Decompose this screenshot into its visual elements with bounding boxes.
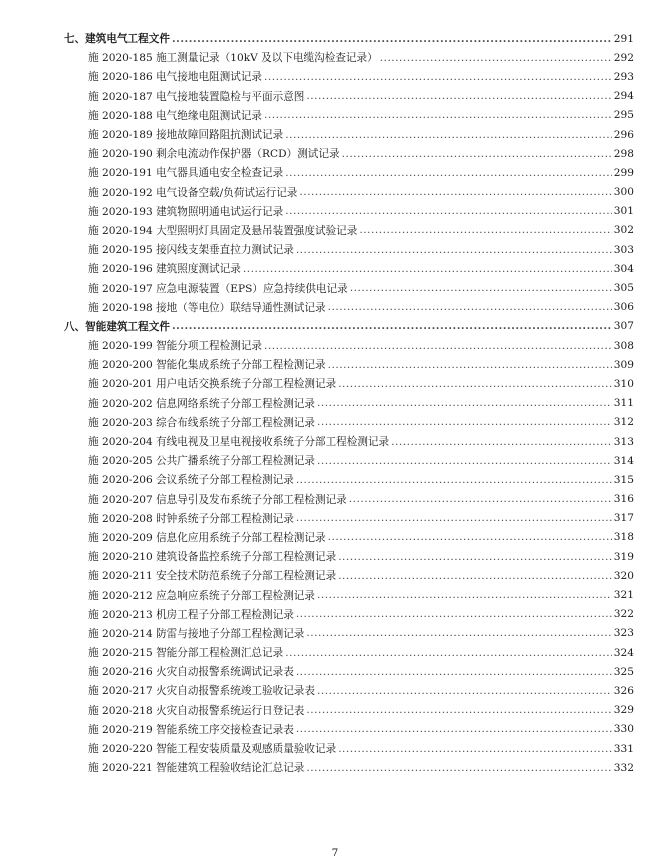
dot-leader	[172, 320, 612, 332]
toc-entry	[0, 67, 670, 86]
dot-leader	[306, 762, 611, 774]
toc-entry-title: 施 2020-214 防雷与接地子分部工程检测记录	[88, 627, 305, 640]
dot-leader	[299, 186, 611, 198]
toc-entry	[0, 470, 670, 489]
toc-entry	[0, 278, 670, 297]
toc-entry-title: 施 2020-186 电气接地电阻测试记录	[88, 71, 263, 84]
dot-leader	[264, 71, 612, 83]
dot-leader	[296, 666, 612, 678]
toc-entry	[0, 48, 670, 67]
dot-leader	[317, 589, 612, 601]
toc-entry-title: 施 2020-211 安全技术防范系统子分部工程检测记录	[88, 570, 337, 583]
toc-entry	[0, 413, 670, 432]
toc-entry-page: 320	[613, 569, 634, 582]
dot-leader	[264, 340, 612, 352]
dot-leader	[338, 570, 612, 582]
dot-leader	[317, 416, 612, 428]
dot-leader	[296, 474, 612, 486]
toc-entry-page: 315	[613, 473, 634, 486]
dot-leader	[296, 608, 612, 620]
dot-leader	[349, 493, 612, 505]
toc-entry-page: 318	[613, 531, 634, 544]
toc-entry-page: 296	[613, 128, 634, 141]
toc-entry	[0, 240, 670, 259]
toc-entry	[0, 125, 670, 144]
toc-entry	[0, 643, 670, 662]
dot-leader	[243, 263, 612, 275]
toc-entry-title: 施 2020-185 施工测量记录（10kV 及以下电缆沟检查记录）	[88, 52, 378, 65]
toc-entry-title: 施 2020-212 应急响应系统子分部工程检测记录	[88, 589, 315, 602]
toc-entry	[0, 624, 670, 643]
toc-entry-title: 施 2020-195 接闪线支架垂直拉力测试记录	[88, 244, 294, 257]
toc-entry-title: 七、建筑电气工程文件	[64, 33, 170, 46]
toc-entry	[0, 528, 670, 547]
dot-leader	[328, 301, 612, 313]
toc-entry-page: 316	[613, 493, 634, 506]
toc-entry	[0, 681, 670, 700]
dot-leader	[342, 148, 612, 160]
toc-entry	[0, 662, 670, 681]
dot-leader	[285, 647, 612, 659]
toc-entry-page: 295	[613, 109, 634, 122]
toc-entry-page: 313	[613, 435, 634, 448]
toc-entry-page: 305	[613, 282, 634, 295]
toc-entry	[0, 720, 670, 739]
toc-entry-title: 施 2020-200 智能化集成系统子分部工程检测记录	[88, 359, 326, 372]
toc-entry-page: 302	[613, 224, 634, 237]
toc-entry	[0, 605, 670, 624]
toc-entry-page: 322	[613, 608, 634, 621]
toc-entry-title: 施 2020-209 信息化应用系统子分部工程检测记录	[88, 531, 326, 544]
toc-entry-page: 303	[613, 243, 634, 256]
toc-entry-page: 329	[613, 704, 634, 717]
toc-entry-page: 293	[613, 70, 634, 83]
dot-leader	[350, 282, 612, 294]
dot-leader	[328, 531, 612, 543]
toc-entry-title: 施 2020-196 建筑照度测试记录	[88, 263, 241, 276]
toc-entry-page: 301	[613, 205, 634, 218]
toc-entry-page: 298	[613, 147, 634, 160]
toc-entry-page: 319	[613, 550, 634, 563]
toc-entry-title: 施 2020-204 有线电视及卫星电视接收系统子分部工程检测记录	[88, 436, 390, 449]
toc-entry	[0, 701, 670, 720]
toc-entry-title: 施 2020-215 智能分部工程检测汇总记录	[88, 647, 284, 660]
dot-leader	[380, 52, 612, 64]
toc-entry	[0, 144, 670, 163]
toc-entry-title: 施 2020-198 接地（等电位）联结导通性测试记录	[88, 301, 326, 314]
toc-entry-page: 317	[613, 512, 634, 525]
toc-entry	[0, 183, 670, 202]
toc-entry-title: 八、智能建筑工程文件	[64, 320, 170, 333]
toc-entry	[0, 566, 670, 585]
toc-entry-title: 施 2020-193 建筑物照明通电试运行记录	[88, 205, 284, 218]
toc-entry-page: 325	[613, 665, 634, 678]
toc-entry-page: 304	[613, 262, 634, 275]
toc-section-heading	[0, 29, 670, 48]
toc-entry	[0, 432, 670, 451]
toc-entry-title: 施 2020-188 电气绝缘电阻测试记录	[88, 109, 263, 122]
dot-leader	[296, 512, 612, 524]
toc-entry	[0, 298, 670, 317]
dot-leader	[172, 33, 612, 45]
toc-entry-page: 308	[613, 339, 634, 352]
toc-entry-title: 施 2020-203 综合布线系统子分部工程检测记录	[88, 416, 315, 429]
toc-entry-title: 施 2020-194 大型照明灯具固定及悬吊装置强度试验记录	[88, 224, 358, 237]
toc-entry	[0, 758, 670, 777]
dot-leader	[338, 743, 612, 755]
toc-entry-title: 施 2020-220 智能工程安装质量及观感质量验收记录	[88, 743, 337, 756]
toc-entry	[0, 259, 670, 278]
table-of-contents	[0, 29, 670, 777]
toc-entry-title: 施 2020-199 智能分项工程检测记录	[88, 340, 263, 353]
toc-entry	[0, 106, 670, 125]
toc-entry-title: 施 2020-192 电气设备空载/负荷试运行记录	[88, 186, 298, 199]
toc-entry-title: 施 2020-190 剩余电流动作保护器（RCD）测试记录	[88, 148, 340, 161]
dot-leader	[306, 627, 611, 639]
toc-entry	[0, 547, 670, 566]
toc-entry-title: 施 2020-202 信息网络系统子分部工程检测记录	[88, 397, 315, 410]
toc-entry-title: 施 2020-207 信息导引及发布系统子分部工程检测记录	[88, 493, 347, 506]
toc-entry-title: 施 2020-189 接地故障回路阻抗测试记录	[88, 129, 284, 142]
dot-leader	[338, 378, 612, 390]
toc-entry-title: 施 2020-191 电气器具通电安全检查记录	[88, 167, 284, 180]
toc-entry-page: 307	[613, 320, 634, 333]
toc-entry	[0, 374, 670, 393]
dot-leader	[285, 167, 612, 179]
toc-entry-page: 323	[613, 627, 634, 640]
toc-section-heading	[0, 317, 670, 336]
dot-leader	[338, 551, 612, 563]
toc-entry	[0, 739, 670, 758]
toc-entry-title: 施 2020-218 火灾自动报警系统运行日登记表	[88, 704, 305, 717]
toc-entry-page: 331	[613, 742, 634, 755]
dot-leader	[306, 90, 611, 102]
dot-leader	[317, 455, 612, 467]
dot-leader	[391, 436, 612, 448]
toc-entry	[0, 221, 670, 240]
toc-entry-page: 326	[613, 684, 634, 697]
toc-entry-title: 施 2020-219 智能系统工序交接检查记录表	[88, 723, 294, 736]
toc-entry-page: 310	[613, 377, 634, 390]
dot-leader	[317, 685, 612, 697]
dot-leader	[296, 244, 612, 256]
toc-entry-page: 309	[613, 358, 634, 371]
toc-entry	[0, 585, 670, 604]
dot-leader	[306, 704, 611, 716]
toc-entry-page: 291	[613, 32, 634, 45]
toc-entry	[0, 355, 670, 374]
dot-leader	[285, 129, 612, 141]
toc-entry-page: 330	[613, 723, 634, 736]
toc-entry-title: 施 2020-197 应急电源装置（EPS）应急持续供电记录	[88, 282, 348, 295]
toc-entry-title: 施 2020-187 电气接地装置隐检与平面示意图	[88, 90, 305, 103]
toc-entry-page: 306	[613, 301, 634, 314]
toc-entry-title: 施 2020-210 建筑设备监控系统子分部工程检测记录	[88, 551, 337, 564]
dot-leader	[285, 205, 612, 217]
toc-entry-page: 292	[613, 51, 634, 64]
toc-entry	[0, 394, 670, 413]
toc-entry-page: 332	[613, 761, 634, 774]
dot-leader	[296, 723, 612, 735]
toc-entry-title: 施 2020-205 公共广播系统子分部工程检测记录	[88, 455, 315, 468]
toc-entry-title: 施 2020-213 机房工程子分部工程检测记录	[88, 608, 294, 621]
toc-entry	[0, 509, 670, 528]
dot-leader	[359, 224, 611, 236]
toc-entry-title: 施 2020-216 火灾自动报警系统调试记录表	[88, 666, 294, 679]
toc-entry-page: 299	[613, 166, 634, 179]
toc-entry	[0, 490, 670, 509]
toc-entry-page: 321	[613, 589, 634, 602]
toc-entry-title: 施 2020-217 火灾自动报警系统竣工验收记录表	[88, 685, 315, 698]
toc-entry-title: 施 2020-201 用户电话交换系统子分部工程检测记录	[88, 378, 337, 391]
toc-entry	[0, 163, 670, 182]
toc-entry	[0, 202, 670, 221]
dot-leader	[264, 109, 612, 121]
toc-entry-title: 施 2020-208 时钟系统子分部工程检测记录	[88, 512, 294, 525]
toc-entry-page: 300	[613, 186, 634, 199]
page-number: 7	[331, 847, 339, 859]
dot-leader	[317, 397, 612, 409]
toc-entry-page: 294	[613, 90, 634, 103]
toc-entry-page: 324	[613, 646, 634, 659]
toc-entry-page: 314	[613, 454, 634, 467]
toc-entry-page: 312	[613, 416, 634, 429]
toc-entry-title: 施 2020-206 会议系统子分部工程检测记录	[88, 474, 294, 487]
dot-leader	[328, 359, 612, 371]
toc-entry	[0, 87, 670, 106]
toc-entry-page: 311	[613, 397, 634, 410]
toc-entry-title: 施 2020-221 智能建筑工程验收结论汇总记录	[88, 762, 305, 775]
toc-entry	[0, 336, 670, 355]
toc-entry	[0, 451, 670, 470]
